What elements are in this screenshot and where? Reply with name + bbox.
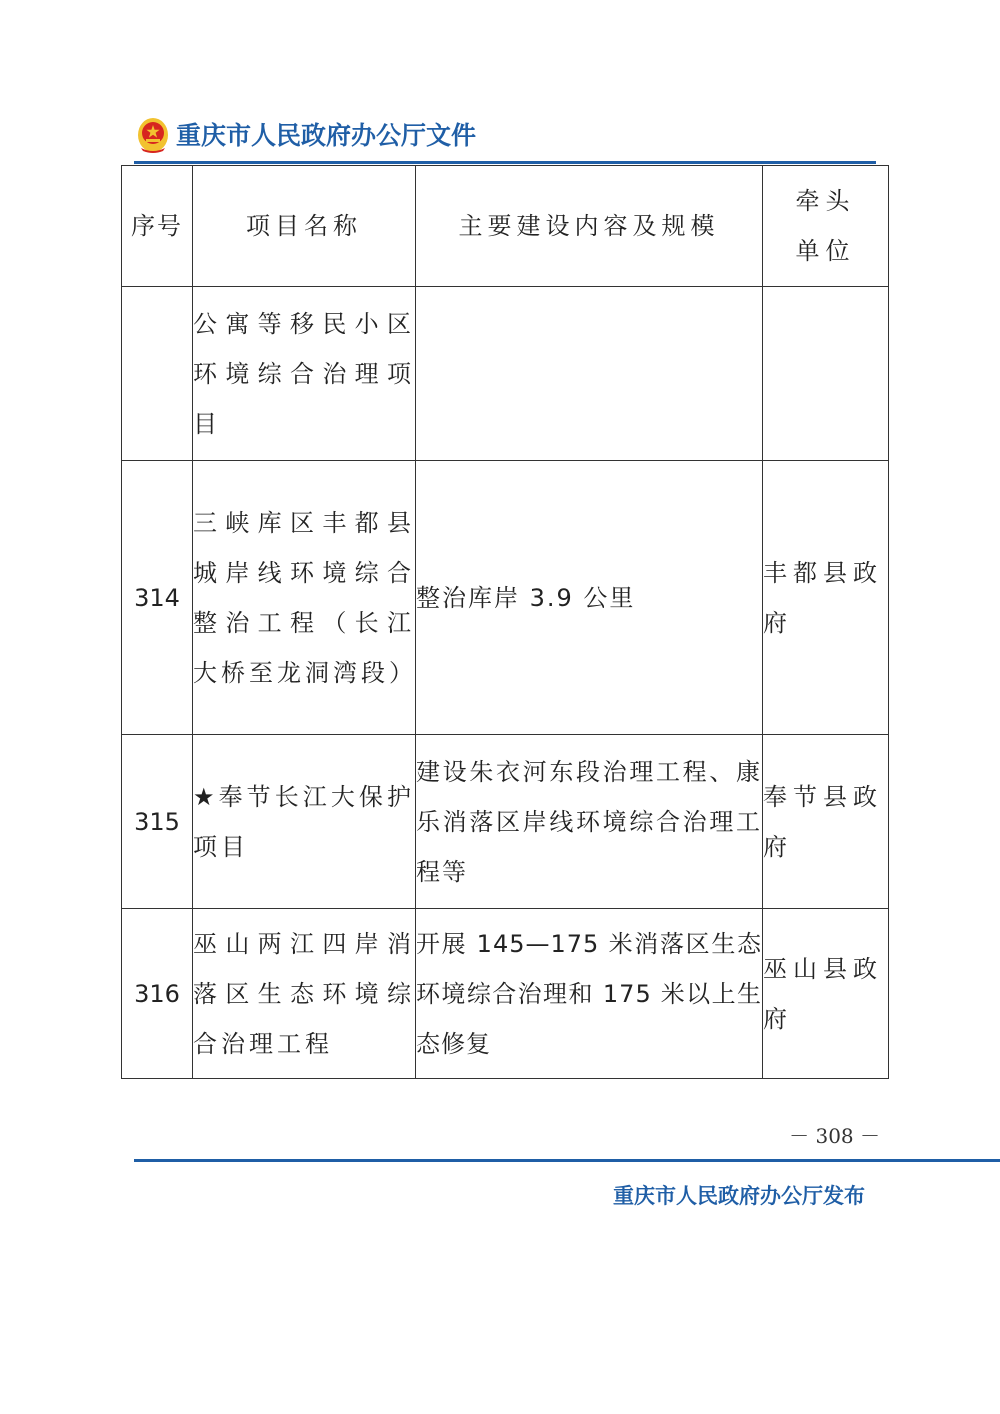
row-lead-unit <box>763 287 889 461</box>
header-divider <box>134 161 876 164</box>
row-content <box>416 287 763 461</box>
header-cell-content: 主要建设内容及规模 <box>416 166 763 287</box>
table-row <box>122 287 889 461</box>
row-number: 314 <box>122 461 193 735</box>
row-project-name: 巫山两江四岸消落区生态环境综合治理工程 <box>193 909 416 1079</box>
table-row <box>122 461 889 735</box>
row-number <box>122 287 193 461</box>
document-header <box>136 112 476 156</box>
header-cell-unit <box>763 166 889 287</box>
row-project-name: 三峡库区丰都县城岸线环境综合整治工程（长江大桥至龙洞湾段） <box>193 461 416 735</box>
row-project-name: ★奉节长江大保护项目 <box>193 735 416 909</box>
page-number: － 308 － <box>789 1124 880 1148</box>
header-title: 重庆市人民政府办公厅文件 <box>176 121 477 150</box>
row-number: 316 <box>122 909 193 1079</box>
table-row <box>122 909 889 1079</box>
header-cell-no: 序号 <box>122 166 193 287</box>
row-lead-unit: 丰都县政府 <box>763 461 889 735</box>
national-emblem-icon <box>136 114 170 154</box>
row-lead-unit: 巫山县政府 <box>763 909 889 1079</box>
row-content: 开展 145—175 米消落区生态环境综合治理和 175 米以上生态修复 <box>416 909 763 1079</box>
table-row <box>122 735 889 909</box>
row-lead-unit: 奉节县政府 <box>763 735 889 909</box>
header-unit-label: 牵头单位 <box>795 187 856 265</box>
project-table <box>121 165 889 1079</box>
header-cell-name: 项目名称 <box>193 166 416 287</box>
footer-publisher: 重庆市人民政府办公厅发布 <box>613 1183 865 1208</box>
table-header-row <box>122 166 889 287</box>
footer-divider <box>134 1159 1000 1162</box>
row-project-name: 公寓等移民小区环境综合治理项目 <box>193 287 416 461</box>
row-content: 整治库岸 3.9 公里 <box>416 461 763 735</box>
row-number: 315 <box>122 735 193 909</box>
row-content: 建设朱衣河东段治理工程、康乐消落区岸线环境综合治理工程等 <box>416 735 763 909</box>
